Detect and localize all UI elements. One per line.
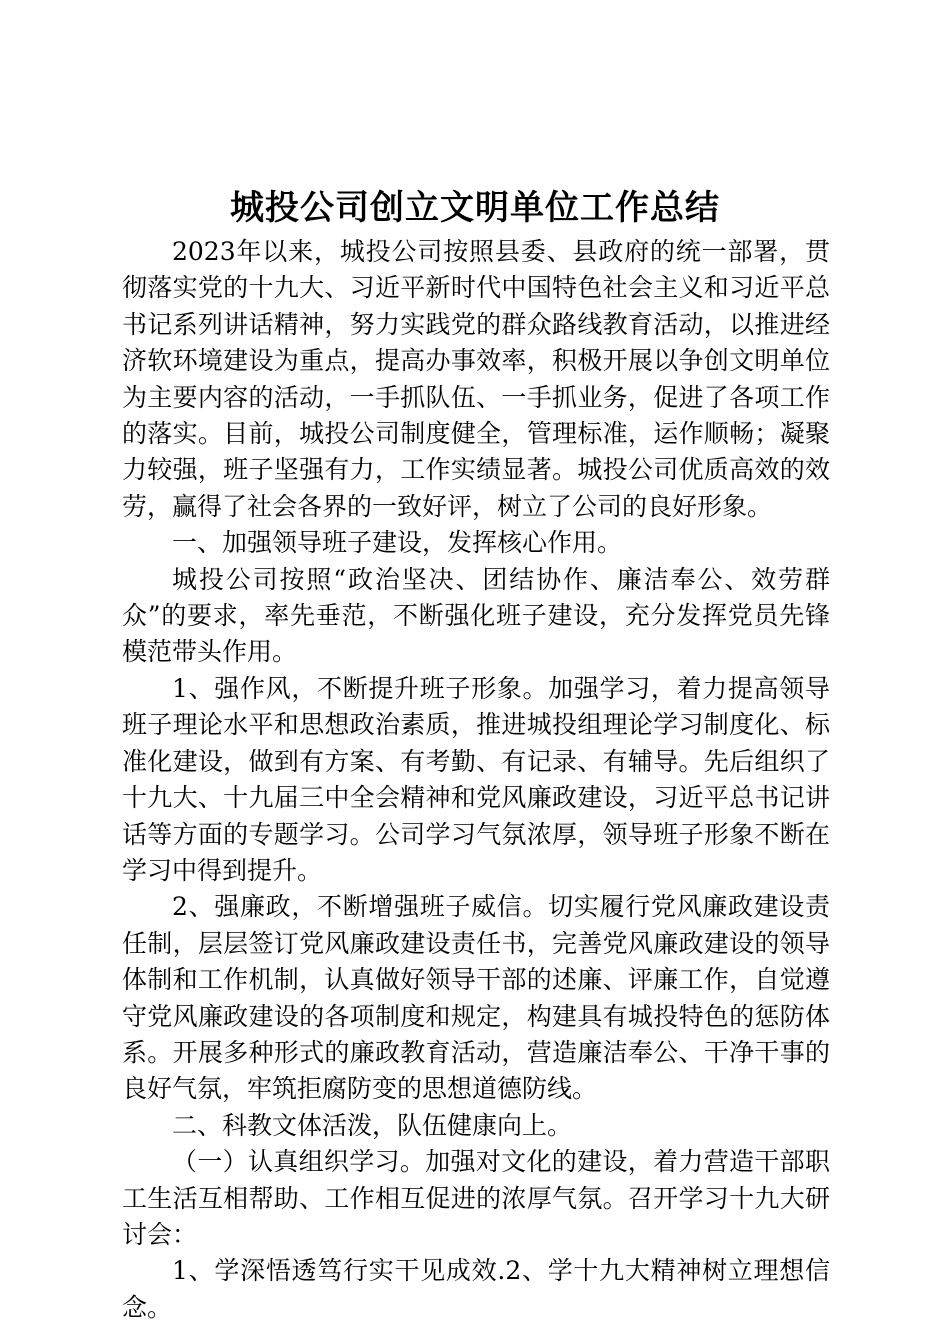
paragraph-study: （一）认真组织学习。加强对文化的建设，着力营造干部职工生活互相帮助、工作相互促进的浓厚气氛。召开学习十九大研讨会：	[122, 1147, 830, 1249]
section-heading-2: 二、科教文体活泼，队伍健康向上。	[172, 1110, 573, 1140]
document-title: 城投公司创立文明单位工作总结	[230, 188, 720, 228]
paragraph-intro: 2023年以来，城投公司按照县委、县政府的统一部署，贯彻落实党的十九大、习近平新时代中国特色社会主义和习近平总书记系列讲话精神，努力实践党的群众路线教育活动，以推进经济软环境建设为重点，提高办事效率，积极开展以争创文明单位为主要内容的活动，一手抓队伍、一手抓业务，促进了各项工作的落实。目前，城投公司制度健全，管理标准，运作顺畅；凝聚力较强，班子坚强有力，工作实绩显著。城投公司优质高效的效劳，赢得了社会各界的一致好评，树立了公司的良好形象。	[122, 237, 830, 521]
section-heading-1: 一、加强领导班子建设，发挥核心作用。	[172, 528, 623, 558]
paragraph-leadership: 城投公司按照“政治坚决、团结协作、廉洁奉公、效劳群众”的要求，率先垂范，不断强化班子建设，充分发挥党员先锋模范带头作用。	[122, 564, 830, 667]
paragraph-style: 1、强作风，不断提升班子形象。加强学习，着力提高领导班子理论水平和思想政治素质，推进城投组理论学习制度化、标准化建设，做到有方案、有考勤、有记录、有辅导。先后组织了十九大、十九届三中全会精神和党风廉政建设，习近平总书记讲话等方面的专题学习。公司学习气氛浓厚，领导班子形象不断在学习中得到提升。	[122, 673, 830, 885]
document-body	[122, 234, 830, 1326]
paragraph-study-items: 1、学深悟透笃行实干见成效.2、学十九大精神树立理想信念。	[122, 1256, 830, 1322]
paragraph-integrity: 2、强廉政，不断增强班子威信。切实履行党风廉政建设责任制，层层签订党风廉政建设责任书，完善党风廉政建设的领导体制和工作机制，认真做好领导干部的述廉、评廉工作，自觉遵守党风廉政建设的各项制度和规定，构建具有城投特色的惩防体系。开展多种形式的廉政教育活动，营造廉洁奉公、干净干事的良好气氛，牢筑拒腐防变的思想道德防线。	[122, 892, 830, 1104]
